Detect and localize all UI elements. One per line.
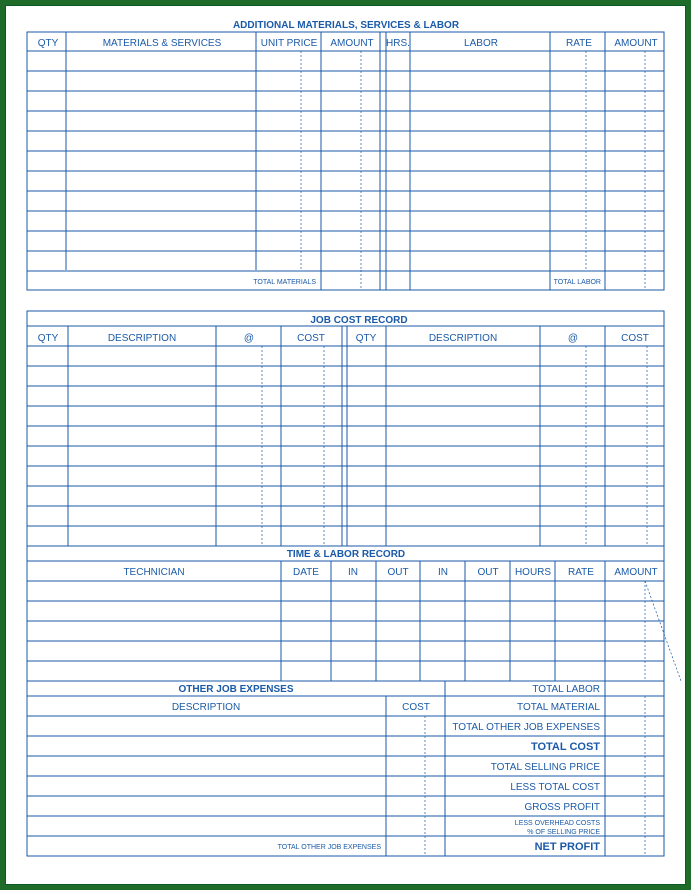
header-labor-amount: AMOUNT: [614, 38, 658, 49]
jc-header-cost-left: COST: [297, 333, 325, 344]
form-drawing: [6, 6, 687, 886]
header-hrs: HRS.: [386, 38, 410, 49]
jc-header-at-right: @: [567, 333, 579, 344]
jc-header-at-left: @: [243, 333, 255, 344]
section-title-job-cost: JOB COST RECORD: [310, 315, 408, 326]
oe-header-description: DESCRIPTION: [171, 702, 241, 713]
section-title-materials: ADDITIONAL MATERIALS, SERVICES & LABOR: [232, 20, 460, 31]
tl-header-out-1: OUT: [387, 567, 409, 578]
tl-header-out-2: OUT: [477, 567, 499, 578]
summary-total-other: TOTAL OTHER JOB EXPENSES: [452, 722, 600, 733]
summary-total-selling-price: TOTAL SELLING PRICE: [490, 762, 600, 773]
summary-gross-profit: GROSS PROFIT: [524, 802, 600, 813]
section-title-time-labor: TIME & LABOR RECORD: [286, 549, 406, 560]
header-unit-price: UNIT PRICE: [260, 38, 318, 49]
tl-header-hours: HOURS: [514, 567, 552, 578]
section-title-other-expenses: OTHER JOB EXPENSES: [178, 684, 294, 695]
total-labor-label: TOTAL LABOR: [553, 279, 601, 286]
total-other-expenses-label: TOTAL OTHER JOB EXPENSES: [277, 844, 381, 851]
summary-overhead-line2: % OF SELLING PRICE: [527, 829, 600, 836]
tl-header-in-1: IN: [348, 567, 358, 578]
tl-header-technician: TECHNICIAN: [123, 567, 185, 578]
total-materials-label: TOTAL MATERIALS: [253, 279, 316, 286]
summary-less-total-cost: LESS TOTAL COST: [510, 782, 600, 793]
summary-total-material: TOTAL MATERIAL: [517, 702, 600, 713]
jc-header-qty-right: QTY: [355, 333, 377, 344]
summary-total-cost: TOTAL COST: [530, 741, 600, 753]
jc-header-description-right: DESCRIPTION: [428, 333, 498, 344]
header-materials-services: MATERIALS & SERVICES: [102, 38, 222, 49]
tl-header-amount: AMOUNT: [614, 567, 658, 578]
tl-header-rate: RATE: [568, 567, 594, 578]
summary-total-labor: TOTAL LABOR: [532, 684, 600, 695]
tl-header-date: DATE: [293, 567, 319, 578]
jc-header-cost-right: COST: [621, 333, 649, 344]
summary-net-profit: NET PROFIT: [534, 841, 600, 853]
summary-overhead-line1: LESS OVERHEAD COSTS: [514, 820, 600, 827]
job-cost-form: [5, 5, 686, 885]
dotted-rule: [645, 581, 681, 681]
jc-header-description-left: DESCRIPTION: [107, 333, 177, 344]
tl-header-in-2: IN: [438, 567, 448, 578]
oe-header-cost: COST: [402, 702, 430, 713]
header-labor: LABOR: [464, 38, 498, 49]
header-amount: AMOUNT: [330, 38, 374, 49]
header-qty: QTY: [37, 38, 59, 49]
header-rate: RATE: [566, 38, 592, 49]
jc-header-qty-left: QTY: [37, 333, 59, 344]
